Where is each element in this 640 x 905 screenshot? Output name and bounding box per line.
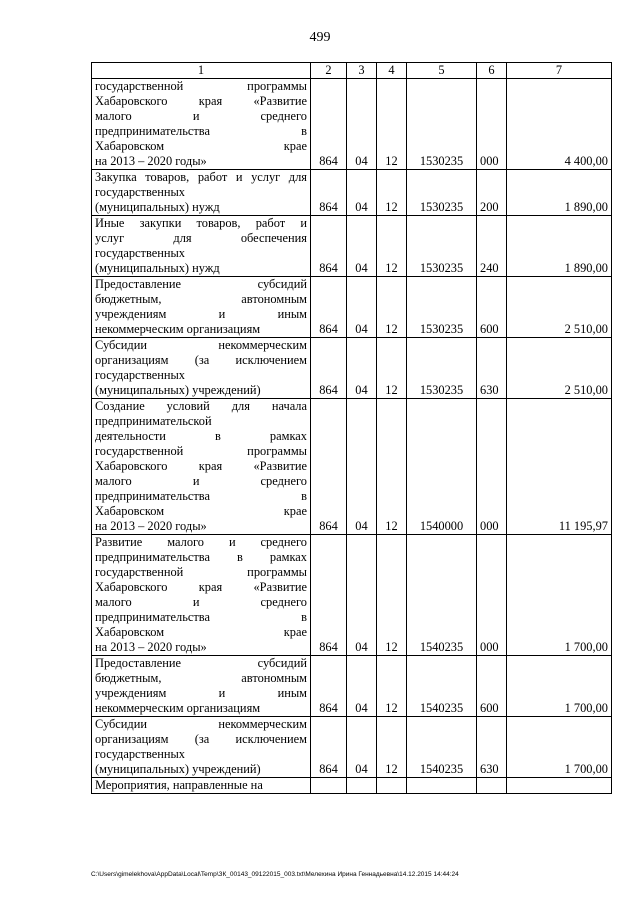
row-name-line: учреждениям и иным: [95, 686, 307, 700]
row-name-line: (муниципальных) нужд: [95, 200, 220, 214]
row-name-line: (муниципальных) учреждений): [95, 383, 261, 397]
footer-file-path: C:\Users\gimelekhova\AppData\Local\Temp\ЗК_00143_09122015_003.txt\Мелехина Ирина Геннадьевна\14.12.2015 14:44:24: [91, 871, 459, 878]
amount-cell: [507, 778, 612, 794]
expense-type-cell: 000: [477, 399, 507, 535]
target-article-cell: 1530235: [407, 79, 477, 170]
row-name-line: предпринимательской: [95, 414, 212, 428]
row-name-line: государственной программы: [95, 444, 307, 458]
column-header: 5: [407, 63, 477, 79]
expense-type-cell: 240: [477, 216, 507, 277]
row-name-line: на 2013 – 2020 годы»: [95, 154, 207, 168]
row-name-line: Мероприятия, направленные на: [95, 778, 263, 792]
subsection-code-cell: 12: [377, 216, 407, 277]
row-name-line: государственных: [95, 246, 186, 260]
ministry-code-cell: [311, 778, 347, 794]
ministry-code-cell: 864: [311, 338, 347, 399]
row-name-line: Хабаровского края «Развитие: [95, 459, 307, 473]
subsection-code-cell: 12: [377, 656, 407, 717]
section-code-cell: 04: [347, 338, 377, 399]
column-header: 3: [347, 63, 377, 79]
table-row: [92, 277, 612, 338]
row-name-line: Субсидии некоммерческим: [95, 717, 307, 731]
column-header: 6: [477, 63, 507, 79]
row-name-line: предпринимательства в: [95, 610, 307, 624]
page-number: 499: [309, 30, 331, 45]
row-name-line: бюджетным, автономным: [95, 292, 307, 306]
row-name-cell: [92, 778, 311, 794]
row-name-line: малого и среднего: [95, 109, 307, 123]
row-name-line: некоммерческим организациям: [95, 322, 261, 336]
row-name-line: Иные закупки товаров, работ и: [95, 216, 307, 230]
amount-cell: 11 195,97: [507, 399, 612, 535]
row-name-line: малого и среднего: [95, 474, 307, 488]
ministry-code-cell: 864: [311, 535, 347, 656]
expense-type-cell: 630: [477, 717, 507, 778]
amount-cell: 2 510,00: [507, 277, 612, 338]
subsection-code-cell: [377, 778, 407, 794]
table-row: [92, 338, 612, 399]
row-name-line: государственных: [95, 185, 186, 199]
target-article-cell: 1540235: [407, 656, 477, 717]
row-name-line: предпринимательства в: [95, 489, 307, 503]
section-code-cell: 04: [347, 656, 377, 717]
subsection-code-cell: 12: [377, 535, 407, 656]
ministry-code-cell: 864: [311, 277, 347, 338]
target-article-cell: 1530235: [407, 170, 477, 216]
row-name-line: учреждениям и иным: [95, 307, 307, 321]
expense-type-cell: 000: [477, 535, 507, 656]
row-name-cell: [92, 79, 311, 170]
row-name-line: организациям (за исключением: [95, 732, 307, 746]
row-name-cell: [92, 216, 311, 277]
row-name-line: Создание условий для начала: [95, 399, 307, 413]
subsection-code-cell: 12: [377, 79, 407, 170]
amount-cell: 4 400,00: [507, 79, 612, 170]
amount-cell: 1 890,00: [507, 216, 612, 277]
row-name-line: на 2013 – 2020 годы»: [95, 640, 207, 654]
target-article-cell: 1530235: [407, 277, 477, 338]
row-name-line: предпринимательства в рамках: [95, 550, 307, 564]
expense-type-cell: 200: [477, 170, 507, 216]
row-name-cell: [92, 717, 311, 778]
ministry-code-cell: 864: [311, 79, 347, 170]
table-row: [92, 216, 612, 277]
column-header: 2: [311, 63, 347, 79]
row-name-line: малого и среднего: [95, 595, 307, 609]
expense-type-cell: 630: [477, 338, 507, 399]
subsection-code-cell: 12: [377, 170, 407, 216]
ministry-code-cell: 864: [311, 170, 347, 216]
table-row: [92, 399, 612, 535]
target-article-cell: 1540235: [407, 717, 477, 778]
expense-type-cell: 000: [477, 79, 507, 170]
row-name-line: государственной программы: [95, 565, 307, 579]
row-name-line: организациям (за исключением: [95, 353, 307, 367]
column-header: 7: [507, 63, 612, 79]
row-name-line: государственных: [95, 368, 186, 382]
row-name-line: государственных: [95, 747, 186, 761]
row-name-line: Предоставление субсидий: [95, 277, 307, 291]
amount-cell: 2 510,00: [507, 338, 612, 399]
row-name-line: Хабаровском крае: [95, 504, 307, 518]
table-row: [92, 535, 612, 656]
amount-cell: 1 700,00: [507, 656, 612, 717]
subsection-code-cell: 12: [377, 277, 407, 338]
target-article-cell: [407, 778, 477, 794]
row-name-cell: [92, 170, 311, 216]
row-name-line: Развитие малого и среднего: [95, 535, 307, 549]
table-row: [92, 717, 612, 778]
row-name-line: Предоставление субсидий: [95, 656, 307, 670]
table-row: [92, 656, 612, 717]
row-name-line: бюджетным, автономным: [95, 671, 307, 685]
row-name-line: государственной программы: [95, 79, 307, 93]
section-code-cell: 04: [347, 535, 377, 656]
target-article-cell: 1540235: [407, 535, 477, 656]
target-article-cell: 1530235: [407, 216, 477, 277]
section-code-cell: 04: [347, 399, 377, 535]
row-name-cell: [92, 277, 311, 338]
row-name-line: услуг для обеспечения: [95, 231, 307, 245]
row-name-line: предпринимательства в: [95, 124, 307, 138]
expense-type-cell: [477, 778, 507, 794]
section-code-cell: [347, 778, 377, 794]
row-name-line: Закупка товаров, работ и услуг для: [95, 170, 307, 184]
subsection-code-cell: 12: [377, 717, 407, 778]
budget-table: [91, 62, 612, 794]
section-code-cell: 04: [347, 79, 377, 170]
row-name-line: (муниципальных) нужд: [95, 261, 220, 275]
subsection-code-cell: 12: [377, 399, 407, 535]
row-name-line: (муниципальных) учреждений): [95, 762, 261, 776]
table-body: [92, 79, 612, 794]
expense-type-cell: 600: [477, 656, 507, 717]
ministry-code-cell: 864: [311, 216, 347, 277]
target-article-cell: 1530235: [407, 338, 477, 399]
ministry-code-cell: 864: [311, 656, 347, 717]
expense-type-cell: 600: [477, 277, 507, 338]
target-article-cell: 1540000: [407, 399, 477, 535]
row-name-line: Хабаровском крае: [95, 625, 307, 639]
column-header: 1: [92, 63, 311, 79]
row-name-line: Субсидии некоммерческим: [95, 338, 307, 352]
section-code-cell: 04: [347, 216, 377, 277]
table-row: [92, 170, 612, 216]
subsection-code-cell: 12: [377, 338, 407, 399]
amount-cell: 1 700,00: [507, 535, 612, 656]
amount-cell: 1 700,00: [507, 717, 612, 778]
section-code-cell: 04: [347, 717, 377, 778]
row-name-cell: [92, 656, 311, 717]
table-row: [92, 778, 612, 794]
header-row: [92, 63, 612, 79]
row-name-cell: [92, 338, 311, 399]
row-name-cell: [92, 399, 311, 535]
row-name-line: деятельности в рамках: [95, 429, 307, 443]
table-row: [92, 79, 612, 170]
row-name-line: Хабаровского края «Развитие: [95, 94, 307, 108]
row-name-line: Хабаровского края «Развитие: [95, 580, 307, 594]
row-name-line: Хабаровском крае: [95, 139, 307, 153]
row-name-line: на 2013 – 2020 годы»: [95, 519, 207, 533]
section-code-cell: 04: [347, 277, 377, 338]
column-header: 4: [377, 63, 407, 79]
section-code-cell: 04: [347, 170, 377, 216]
ministry-code-cell: 864: [311, 399, 347, 535]
amount-cell: 1 890,00: [507, 170, 612, 216]
row-name-line: некоммерческим организациям: [95, 701, 261, 715]
row-name-cell: [92, 535, 311, 656]
ministry-code-cell: 864: [311, 717, 347, 778]
